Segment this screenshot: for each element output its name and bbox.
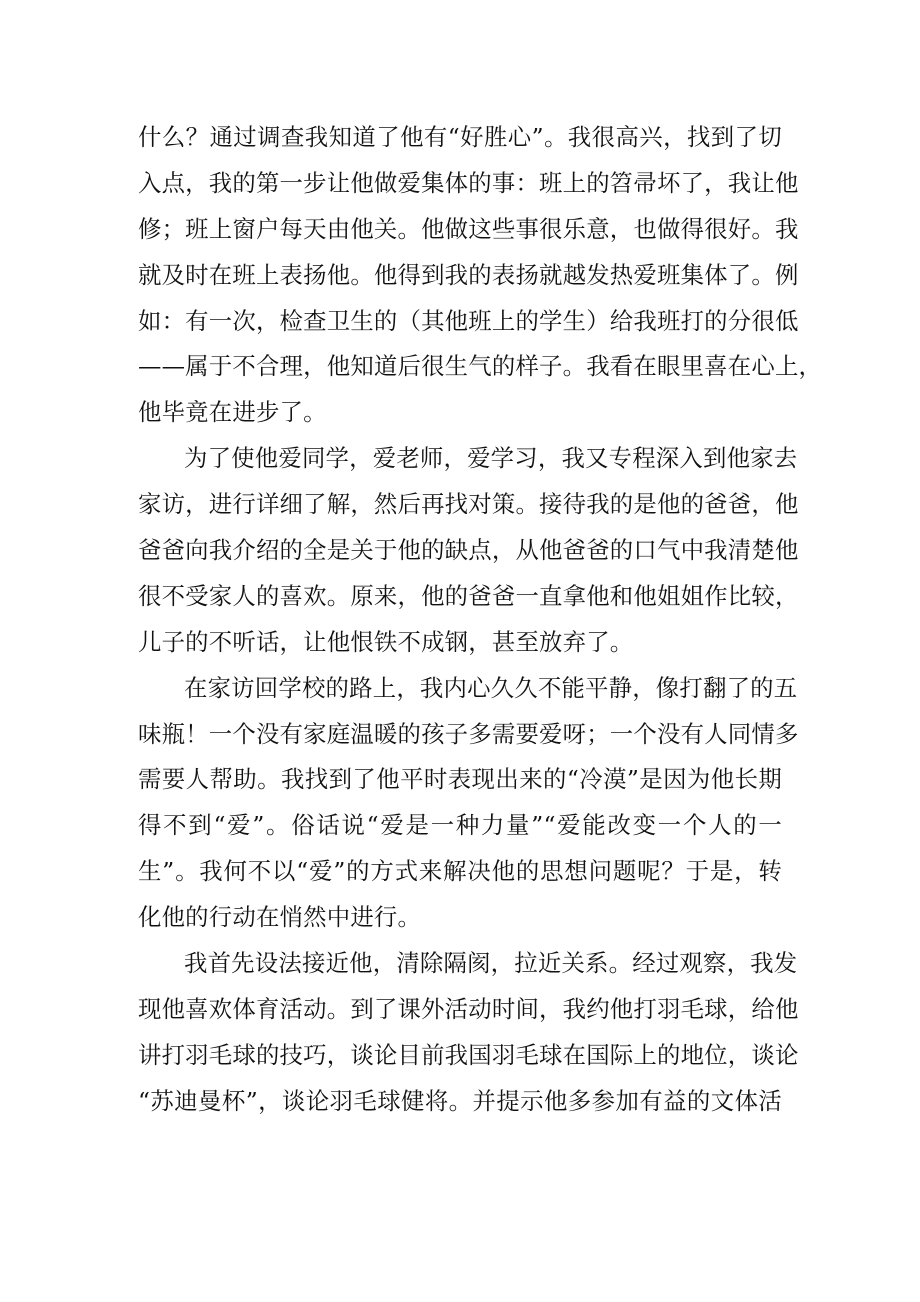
paragraph-4 (138, 941, 799, 1125)
text-line: 家访，进行详细了解，然后再找对策。接待我的是他的爸爸，他 (138, 490, 799, 519)
text-line: 讲打羽毛球的技巧，谈论目前我国羽毛球在国际上的地位，谈论 (138, 1040, 799, 1069)
text-line: 生”。我何不以“爱”的方式来解决他的思想问题呢？于是，转 (138, 857, 782, 886)
text-line: 如：有一次，检查卫生的（其他班上的学生）给我班打的分很低 (138, 306, 799, 335)
text-line: ——属于不合理，他知道后很生气的样子。我看在眼里喜在心上， (138, 352, 823, 381)
text-line: 味瓶！一个没有家庭温暖的孩子多需要爱呀；一个没有人同情多 (138, 719, 799, 748)
text-line: 在家访回学校的路上，我内心久久不能平静，像打翻了的五 (184, 673, 798, 702)
text-line: 化他的行动在悄然中进行。 (138, 903, 422, 932)
paragraph-1 (138, 115, 823, 436)
text-line: 修；班上窗户每天由他关。他做这些事很乐意，也做得很好。我 (138, 214, 799, 243)
text-line: 得不到“爱”。俗话说“爱是一种力量”“爱能改变一个人的一 (138, 811, 782, 840)
paragraph-2 (138, 436, 799, 665)
text-line: 爸爸向我介绍的全是关于他的缺点，从他爸爸的口气中我清楚他 (138, 536, 799, 565)
document-body (138, 115, 823, 1125)
text-line: 需要人帮助。我找到了他平时表现出来的“冷漠”是因为他长期 (138, 765, 782, 794)
text-line: 什么？通过调查我知道了他有“好胜心”。我很高兴，找到了切 (138, 123, 782, 151)
text-line: 为了使他爱同学，爱老师，爱学习，我又专程深入到他家去 (184, 444, 798, 473)
text-line: 我首先设法接近他，清除隔阂，拉近关系。经过观察，我发 (184, 949, 798, 978)
text-line: 儿子的不听话，让他恨铁不成钢，甚至放弃了。 (138, 627, 634, 656)
text-line: 现他喜欢体育活动。到了课外活动时间，我约他打羽毛球，给他 (138, 994, 799, 1023)
text-line: 很不受家人的喜欢。原来，他的爸爸一直拿他和他姐姐作比较， (138, 581, 799, 610)
text-line: 就及时在班上表扬他。他得到我的表扬就越发热爱班集体了。例 (138, 260, 799, 289)
paragraph-3 (138, 666, 799, 941)
text-line: “苏迪曼杯”，谈论羽毛球健将。并提示他多参加有益的文体活 (138, 1086, 782, 1115)
text-line: 入点，我的第一步让他做爱集体的事：班上的笤帚坏了，我让他 (138, 168, 799, 197)
text-line: 他毕竟在进步了。 (138, 398, 327, 427)
